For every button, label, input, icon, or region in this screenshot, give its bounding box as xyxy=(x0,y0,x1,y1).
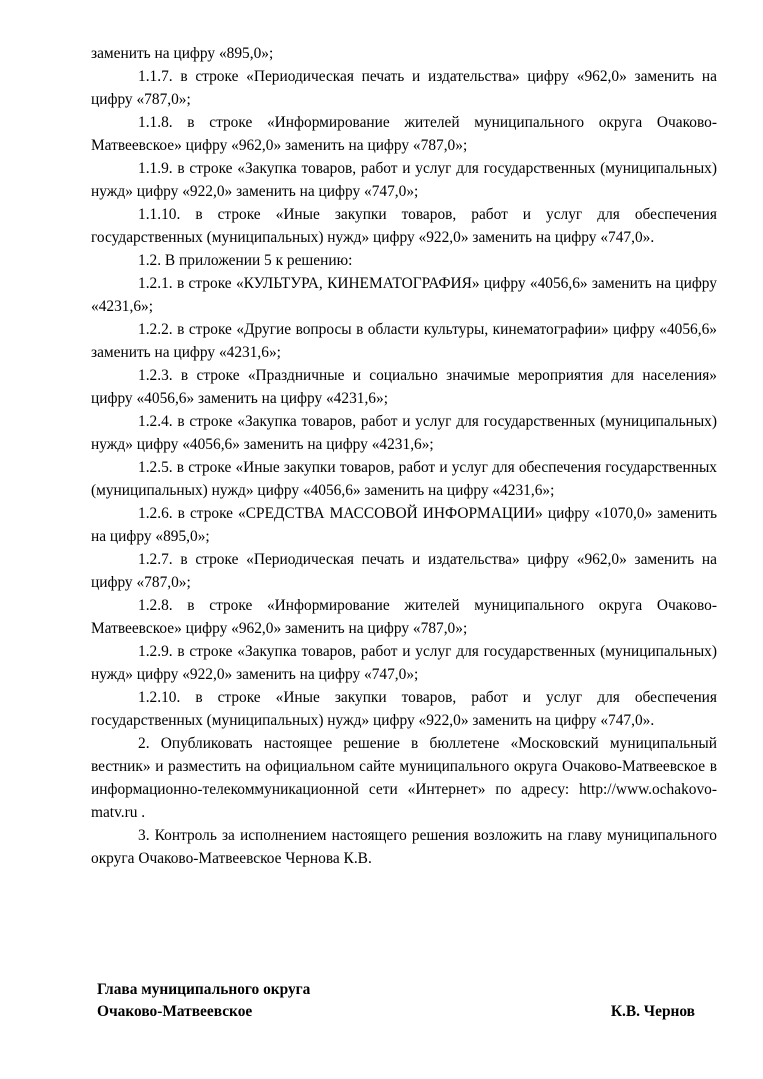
paragraph-1-2-4: 1.2.4. в строке «Закупка товаров, работ и услуг для государственных (муниципальных) нужд» цифру «4056,6» заменить на цифру «4231,6»; xyxy=(91,413,717,453)
paragraph-1-2-10: 1.2.10. в строке «Иные закупки товаров, работ и услуг для обеспечения государственных (муниципальных) нужд» цифру «922,0» заменить на цифру «747,0». xyxy=(91,689,717,729)
paragraph-1-2-1: 1.2.1. в строке «КУЛЬТУРА, КИНЕМАТОГРАФИЯ» цифру «4056,6» заменить на цифру «4231,6»; xyxy=(91,275,717,315)
paragraph-1-1-10: 1.1.10. в строке «Иные закупки товаров, работ и услуг для обеспечения государственных (муниципальных) нужд» цифру «922,0» заменить на цифру «747,0». xyxy=(91,206,717,246)
paragraph-1-2-3: 1.2.3. в строке «Праздничные и социально значимые мероприятия для населения» цифру «4056,6» заменить на цифру «4231,6»; xyxy=(91,367,717,407)
paragraph-1-2-6: 1.2.6. в строке «СРЕДСТВА МАССОВОЙ ИНФОРМАЦИИ» цифру «1070,0» заменить на цифру «895,0»; xyxy=(91,505,717,545)
paragraph-3-control: 3. Контроль за исполнением настоящего решения возложить на главу муниципального округа Очаково-Матвеевское Чернова К.В. xyxy=(91,827,717,867)
paragraph-1-1-9: 1.1.9. в строке «Закупка товаров, работ и услуг для государственных (муниципальных) нужд» цифру «922,0» заменить на цифру «747,0»; xyxy=(91,160,717,200)
signature-name: К.В. Чернов xyxy=(610,1003,695,1020)
signature-title-line1: Глава муниципального округа xyxy=(97,981,311,998)
paragraph-1-2: 1.2. В приложении 5 к решению: xyxy=(138,252,353,269)
paragraph-1-2-5: 1.2.5. в строке «Иные закупки товаров, работ и услуг для обеспечения государственных (муниципальных) нужд» цифру «4056,6» заменить на цифру «4231,6»; xyxy=(91,459,717,499)
paragraph-1-2-9: 1.2.9. в строке «Закупка товаров, работ и услуг для государственных (муниципальных) нужд» цифру «922,0» заменить на цифру «747,0»; xyxy=(91,643,717,683)
paragraph-1-2-2: 1.2.2. в строке «Другие вопросы в области культуры, кинематографии» цифру «4056,6» заменить на цифру «4231,6»; xyxy=(91,321,717,361)
paragraph-2-publish: 2. Опубликовать настоящее решение в бюллетене «Московский муниципальный вестник» и разместить на официальном сайте муниципального округа Очаково-Матвеевское в информационно-телекоммуникационной сети «Интернет» по адресу: http://www.ochakovo-matv.ru . xyxy=(91,735,717,821)
paragraph-1-1-8: 1.1.8. в строке «Информирование жителей муниципального округа Очаково-Матвеевское» цифру «962,0» заменить на цифру «787,0»; xyxy=(91,114,717,154)
paragraph-continuation: заменить на цифру «895,0»; xyxy=(91,45,274,62)
paragraph-1-2-8: 1.2.8. в строке «Информирование жителей муниципального округа Очаково-Матвеевское» цифру «962,0» заменить на цифру «787,0»; xyxy=(91,597,717,637)
paragraph-1-2-7: 1.2.7. в строке «Периодическая печать и издательства» цифру «962,0» заменить на цифру «787,0»; xyxy=(91,551,717,591)
signature-block xyxy=(97,979,697,1023)
document-body xyxy=(91,42,717,870)
paragraph-1-1-7: 1.1.7. в строке «Периодическая печать и издательства» цифру «962,0» заменить на цифру «787,0»; xyxy=(91,68,717,108)
signature-title-line2: Очаково-Матвеевское xyxy=(97,1003,253,1020)
